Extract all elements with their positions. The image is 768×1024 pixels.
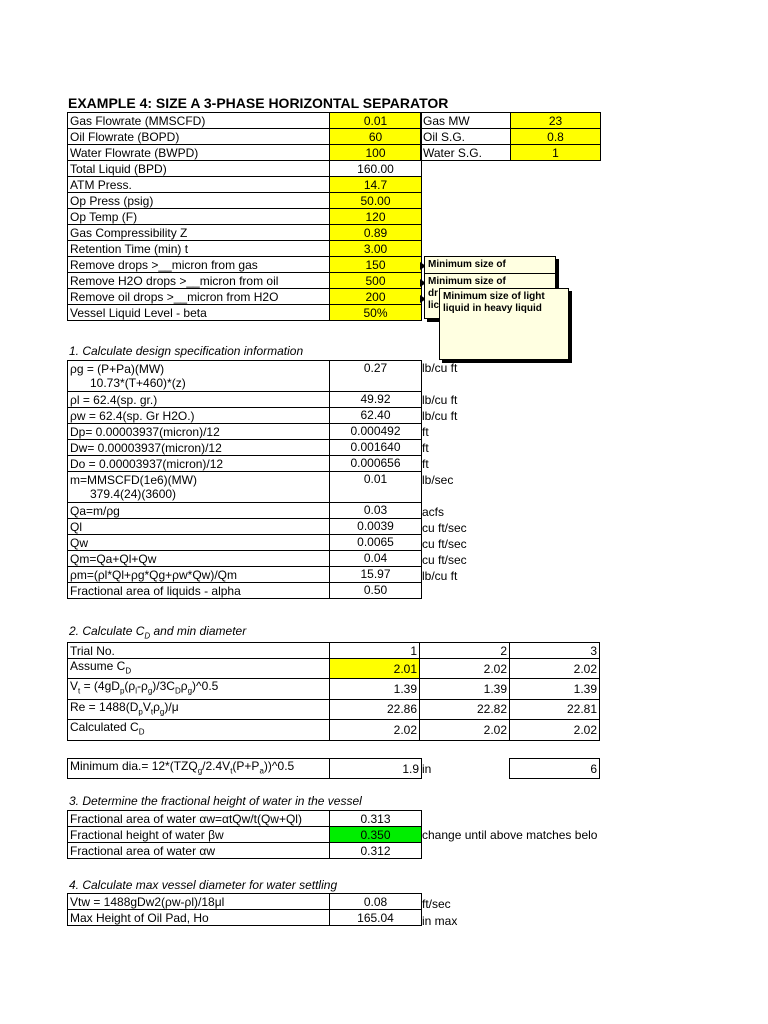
trial-row: [68, 643, 600, 659]
input-label: ATM Press.: [68, 177, 330, 193]
input-label: Retention Time (min) t: [68, 241, 330, 257]
calc-value: 0.0065: [330, 535, 422, 551]
input-row: [68, 273, 422, 289]
calc-label-text: Do = 0.00003937(micron)/12: [70, 456, 224, 471]
calc-unit: cu ft/sec: [422, 553, 467, 567]
input-label: Op Press (psig): [68, 193, 330, 209]
calc-label: [68, 503, 330, 519]
calc-row: [68, 519, 422, 535]
input-value[interactable]: 120: [330, 209, 422, 225]
input-label: Gas Flowrate (MMSCFD): [68, 113, 330, 129]
input-label: Total Liquid (BPD): [68, 161, 330, 177]
calc-row: [68, 440, 422, 456]
calc-label-text: Fractional area of liquids - alpha: [70, 583, 241, 598]
property-row: [421, 129, 601, 145]
calc-label-text: m=MMSCFD(1e6)(MW): [70, 473, 197, 487]
comment-note-2-frag1: dr: [428, 288, 438, 299]
calc-label: [68, 361, 330, 392]
vt-label: $V_t$ = $(4gD_p(\rho_l-\rho_g)/3C_D\rho_g)\^{}0.5$: [68, 679, 330, 699]
input-label: Remove H2O drops >__micron from oil: [68, 273, 330, 289]
input-label: Vessel Liquid Level - beta: [68, 305, 330, 321]
calc-value: 62.40: [330, 408, 422, 424]
input-value[interactable]: 14.7: [330, 177, 422, 193]
comment-note-2-text: Minimum size of: [428, 276, 506, 287]
section-3-table: [67, 810, 422, 859]
input-label: Oil Flowrate (BOPD): [68, 129, 330, 145]
calc-value: 0.27: [330, 361, 422, 392]
re-1: 22.86: [330, 699, 420, 719]
calc-unit: lb/sec: [422, 473, 454, 487]
re-2: 22.82: [420, 699, 510, 719]
calc-value: 15.97: [330, 567, 422, 583]
property-value[interactable]: 0.8: [511, 129, 601, 145]
calc-unit: lb/cu ft: [422, 361, 458, 375]
vt-1: 1.39: [330, 679, 420, 699]
calc-value: 0.000656: [330, 456, 422, 472]
water-value: 0.312: [330, 843, 422, 859]
calc-label-text: ρg = (P+Pa)(MW): [70, 362, 165, 376]
calc-row: [68, 361, 422, 392]
page-title: EXAMPLE 4: SIZE A 3-PHASE HORIZONTAL SEPARATOR: [68, 95, 449, 111]
trial-2: 2: [420, 643, 510, 659]
min-dia-right-value: 6: [510, 759, 600, 779]
input-value[interactable]: 3.00: [330, 241, 422, 257]
input-row: [68, 177, 422, 193]
input-row: [68, 129, 422, 145]
calc-row: [68, 551, 422, 567]
comment-note-1-text: Minimum size of: [428, 259, 506, 270]
calc-unit: acfs: [422, 505, 445, 519]
input-label: Gas Compressibility Z: [68, 225, 330, 241]
calc-row: [68, 472, 422, 503]
section-3-heading: 3. Determine the fractional height of water in the vessel: [69, 794, 362, 808]
calc-label: [68, 456, 330, 472]
calc-cd-3: 2.02: [510, 720, 600, 740]
settling-row: [68, 894, 422, 910]
section-1-heading: 1. Calculate design specification information: [69, 344, 304, 358]
calc-row: [68, 408, 422, 424]
section-1-table: [67, 360, 422, 599]
vt-label-text: V: [70, 679, 79, 694]
property-value[interactable]: 23: [511, 113, 601, 129]
calc-label: [68, 519, 330, 535]
section-2-table: [67, 642, 600, 741]
property-value[interactable]: 1: [511, 145, 601, 161]
calc-label: [68, 408, 330, 424]
trial-1: 1: [330, 643, 420, 659]
min-dia-value: 1.9: [330, 759, 422, 779]
input-label: Remove drops >__micron from gas: [68, 257, 330, 273]
assume-cd-3: 2.02: [510, 659, 600, 679]
settling-label: Vtw = 1488gDw2(ρw-ρl)/18μl: [68, 894, 330, 910]
calc-row: [68, 503, 422, 519]
calc-cd-label-text: Calculated C: [70, 720, 139, 735]
input-value[interactable]: 150: [330, 257, 422, 273]
min-dia-row: [68, 759, 422, 779]
calc-value: 0.50: [330, 583, 422, 599]
settling-unit: in max: [422, 914, 458, 928]
calc-value: 0.0039: [330, 519, 422, 535]
calc-value: 49.92: [330, 392, 422, 408]
section-4-table: [67, 893, 422, 926]
calc-cd-row: [68, 720, 600, 740]
water-row: [68, 843, 422, 859]
section-2-heading-tail: and min diameter: [150, 624, 247, 638]
property-label: Water S.G.: [421, 145, 511, 161]
water-row: [68, 827, 422, 843]
calc-label: [68, 440, 330, 456]
property-row: [421, 145, 601, 161]
input-label: Remove oil drops >__micron from H2O: [68, 289, 330, 305]
water-label: Fractional height of water βw: [68, 827, 330, 843]
input-value[interactable]: 60: [330, 129, 422, 145]
trial-3: 3: [510, 643, 600, 659]
input-value[interactable]: 50%: [330, 305, 422, 321]
input-value[interactable]: 200: [330, 289, 422, 305]
section-2-heading: [69, 624, 246, 640]
inputs-table: [67, 112, 422, 321]
calc-label-text: ρl = 62.4(sp. gr.): [70, 392, 158, 407]
calc-row: [68, 583, 422, 599]
input-value[interactable]: 0.01: [330, 113, 422, 129]
vt-row: [68, 679, 600, 699]
input-value[interactable]: 500: [330, 273, 422, 289]
calc-label-text: Ql: [70, 519, 82, 534]
calc-label: [68, 424, 330, 440]
settling-label: Max Height of Oil Pad, Ho: [68, 910, 330, 926]
settling-row: [68, 910, 422, 926]
comment-note-2-frag2: lic: [428, 300, 440, 311]
vt-3: 1.39: [510, 679, 600, 699]
calc-label: [68, 583, 330, 599]
min-dia-table: [67, 758, 422, 779]
calc-unit: cu ft/sec: [422, 537, 467, 551]
assume-cd-row: [68, 659, 600, 679]
input-value: 160.00: [330, 161, 422, 177]
input-label: Water Flowrate (BWPD): [68, 145, 330, 161]
input-row: [68, 305, 422, 321]
property-label: Oil S.G.: [421, 129, 511, 145]
calc-label-text: Qw: [70, 535, 88, 550]
calc-row: [68, 392, 422, 408]
trial-label: Trial No.: [68, 643, 330, 659]
calc-value: 0.04: [330, 551, 422, 567]
calc-label: [68, 551, 330, 567]
calc-label-text: ρw = 62.4(sp. Gr H2O.): [70, 408, 195, 423]
calc-row: [68, 567, 422, 583]
assume-cd-1[interactable]: 2.01: [330, 659, 420, 679]
assume-cd-label-text: Assume C: [70, 659, 126, 673]
min-dia-label: Minimum $dia.= 12*(TZQ_g/2.4V_t(P+P_a))\^{}0.5$: [68, 759, 330, 779]
calc-unit: lb/cu ft: [422, 393, 458, 407]
calc-label: [68, 535, 330, 551]
input-row: [68, 193, 422, 209]
calc-unit: ft: [422, 425, 429, 439]
water-label: Fractional area of water αw: [68, 843, 330, 859]
input-row: [68, 289, 422, 305]
input-row: [68, 113, 422, 129]
min-dia-right-table: [509, 758, 600, 779]
section-4-heading: 4. Calculate max vessel diameter for water settling: [69, 878, 338, 892]
section-2-heading-sub: D: [144, 631, 151, 641]
input-label: Op Temp (F): [68, 209, 330, 225]
calc-row: [68, 424, 422, 440]
water-label: Fractional area of water αw=αtQw/t(Qw+Ql): [68, 811, 330, 827]
input-value[interactable]: 100: [330, 145, 422, 161]
properties-table: [420, 112, 601, 161]
re-3: 22.81: [510, 699, 600, 719]
input-row: [68, 241, 422, 257]
calc-label-text: ρm=(ρl*Ql+ρg*Qg+ρw*Qw)/Qm: [70, 567, 238, 582]
calc-cd-2: 2.02: [420, 720, 510, 740]
calc-label-text: Dp= 0.00003937(micron)/12: [70, 424, 220, 439]
min-dia-label-text: Minimum dia.= 12*(TZQ: [70, 759, 198, 773]
calc-label-text: Qa=m/ρg: [70, 503, 120, 518]
input-value[interactable]: 0.89: [330, 225, 422, 241]
calc-unit: lb/cu ft: [422, 569, 458, 583]
assume-cd-label: Assume $C_D$: [68, 659, 330, 679]
comment-note-3[interactable]: [439, 288, 569, 360]
water-value: 0.313: [330, 811, 422, 827]
comment-note-3-text: Minimum size of light liquid in heavy liquid: [443, 291, 545, 314]
calc-label-text: Qm=Qa+Ql+Qw: [70, 551, 157, 566]
input-value[interactable]: 50.00: [330, 193, 422, 209]
water-value[interactable]: 0.350: [330, 827, 422, 843]
input-row: [68, 225, 422, 241]
calc-row: [68, 535, 422, 551]
calc-label-denominator: 379.4(24)(3600): [90, 487, 177, 501]
settling-value: 165.04: [330, 910, 422, 926]
calc-label-text: Dw= 0.00003937(micron)/12: [70, 440, 222, 455]
re-row: [68, 699, 600, 719]
section-3-note: change until above matches belo: [422, 828, 598, 842]
calc-unit: lb/cu ft: [422, 409, 458, 423]
input-row: [68, 209, 422, 225]
calc-row: [68, 456, 422, 472]
input-row: [68, 161, 422, 177]
settling-value: 0.08: [330, 894, 422, 910]
calc-unit: cu ft/sec: [422, 521, 467, 535]
vt-2: 1.39: [420, 679, 510, 699]
settling-unit: ft/sec: [422, 897, 451, 911]
calc-value: 0.000492: [330, 424, 422, 440]
re-label-text: Re = 1488(D: [70, 699, 139, 714]
input-row: [68, 145, 422, 161]
calc-label: [68, 392, 330, 408]
calc-cd-1: 2.02: [330, 720, 420, 740]
property-label: Gas MW: [421, 113, 511, 129]
min-dia-unit: in: [422, 762, 432, 776]
property-row: [421, 113, 601, 129]
calc-value: 0.01: [330, 472, 422, 503]
section-2-heading-text: 2. Calculate C: [69, 624, 145, 638]
calc-cd-label: Calculated $C_D$: [68, 720, 330, 740]
water-row: [68, 811, 422, 827]
calc-label-denominator: 10.73*(T+460)*(z): [90, 376, 186, 390]
assume-cd-2: 2.02: [420, 659, 510, 679]
re-label: $Re = 1488(D_pV_t\rho_g)/\mu$: [68, 699, 330, 719]
calc-unit: ft: [422, 441, 429, 455]
calc-label: [68, 567, 330, 583]
input-row: [68, 257, 422, 273]
calc-unit: ft: [422, 457, 429, 471]
calc-label: [68, 472, 330, 503]
calc-value: 0.001640: [330, 440, 422, 456]
calc-value: 0.03: [330, 503, 422, 519]
